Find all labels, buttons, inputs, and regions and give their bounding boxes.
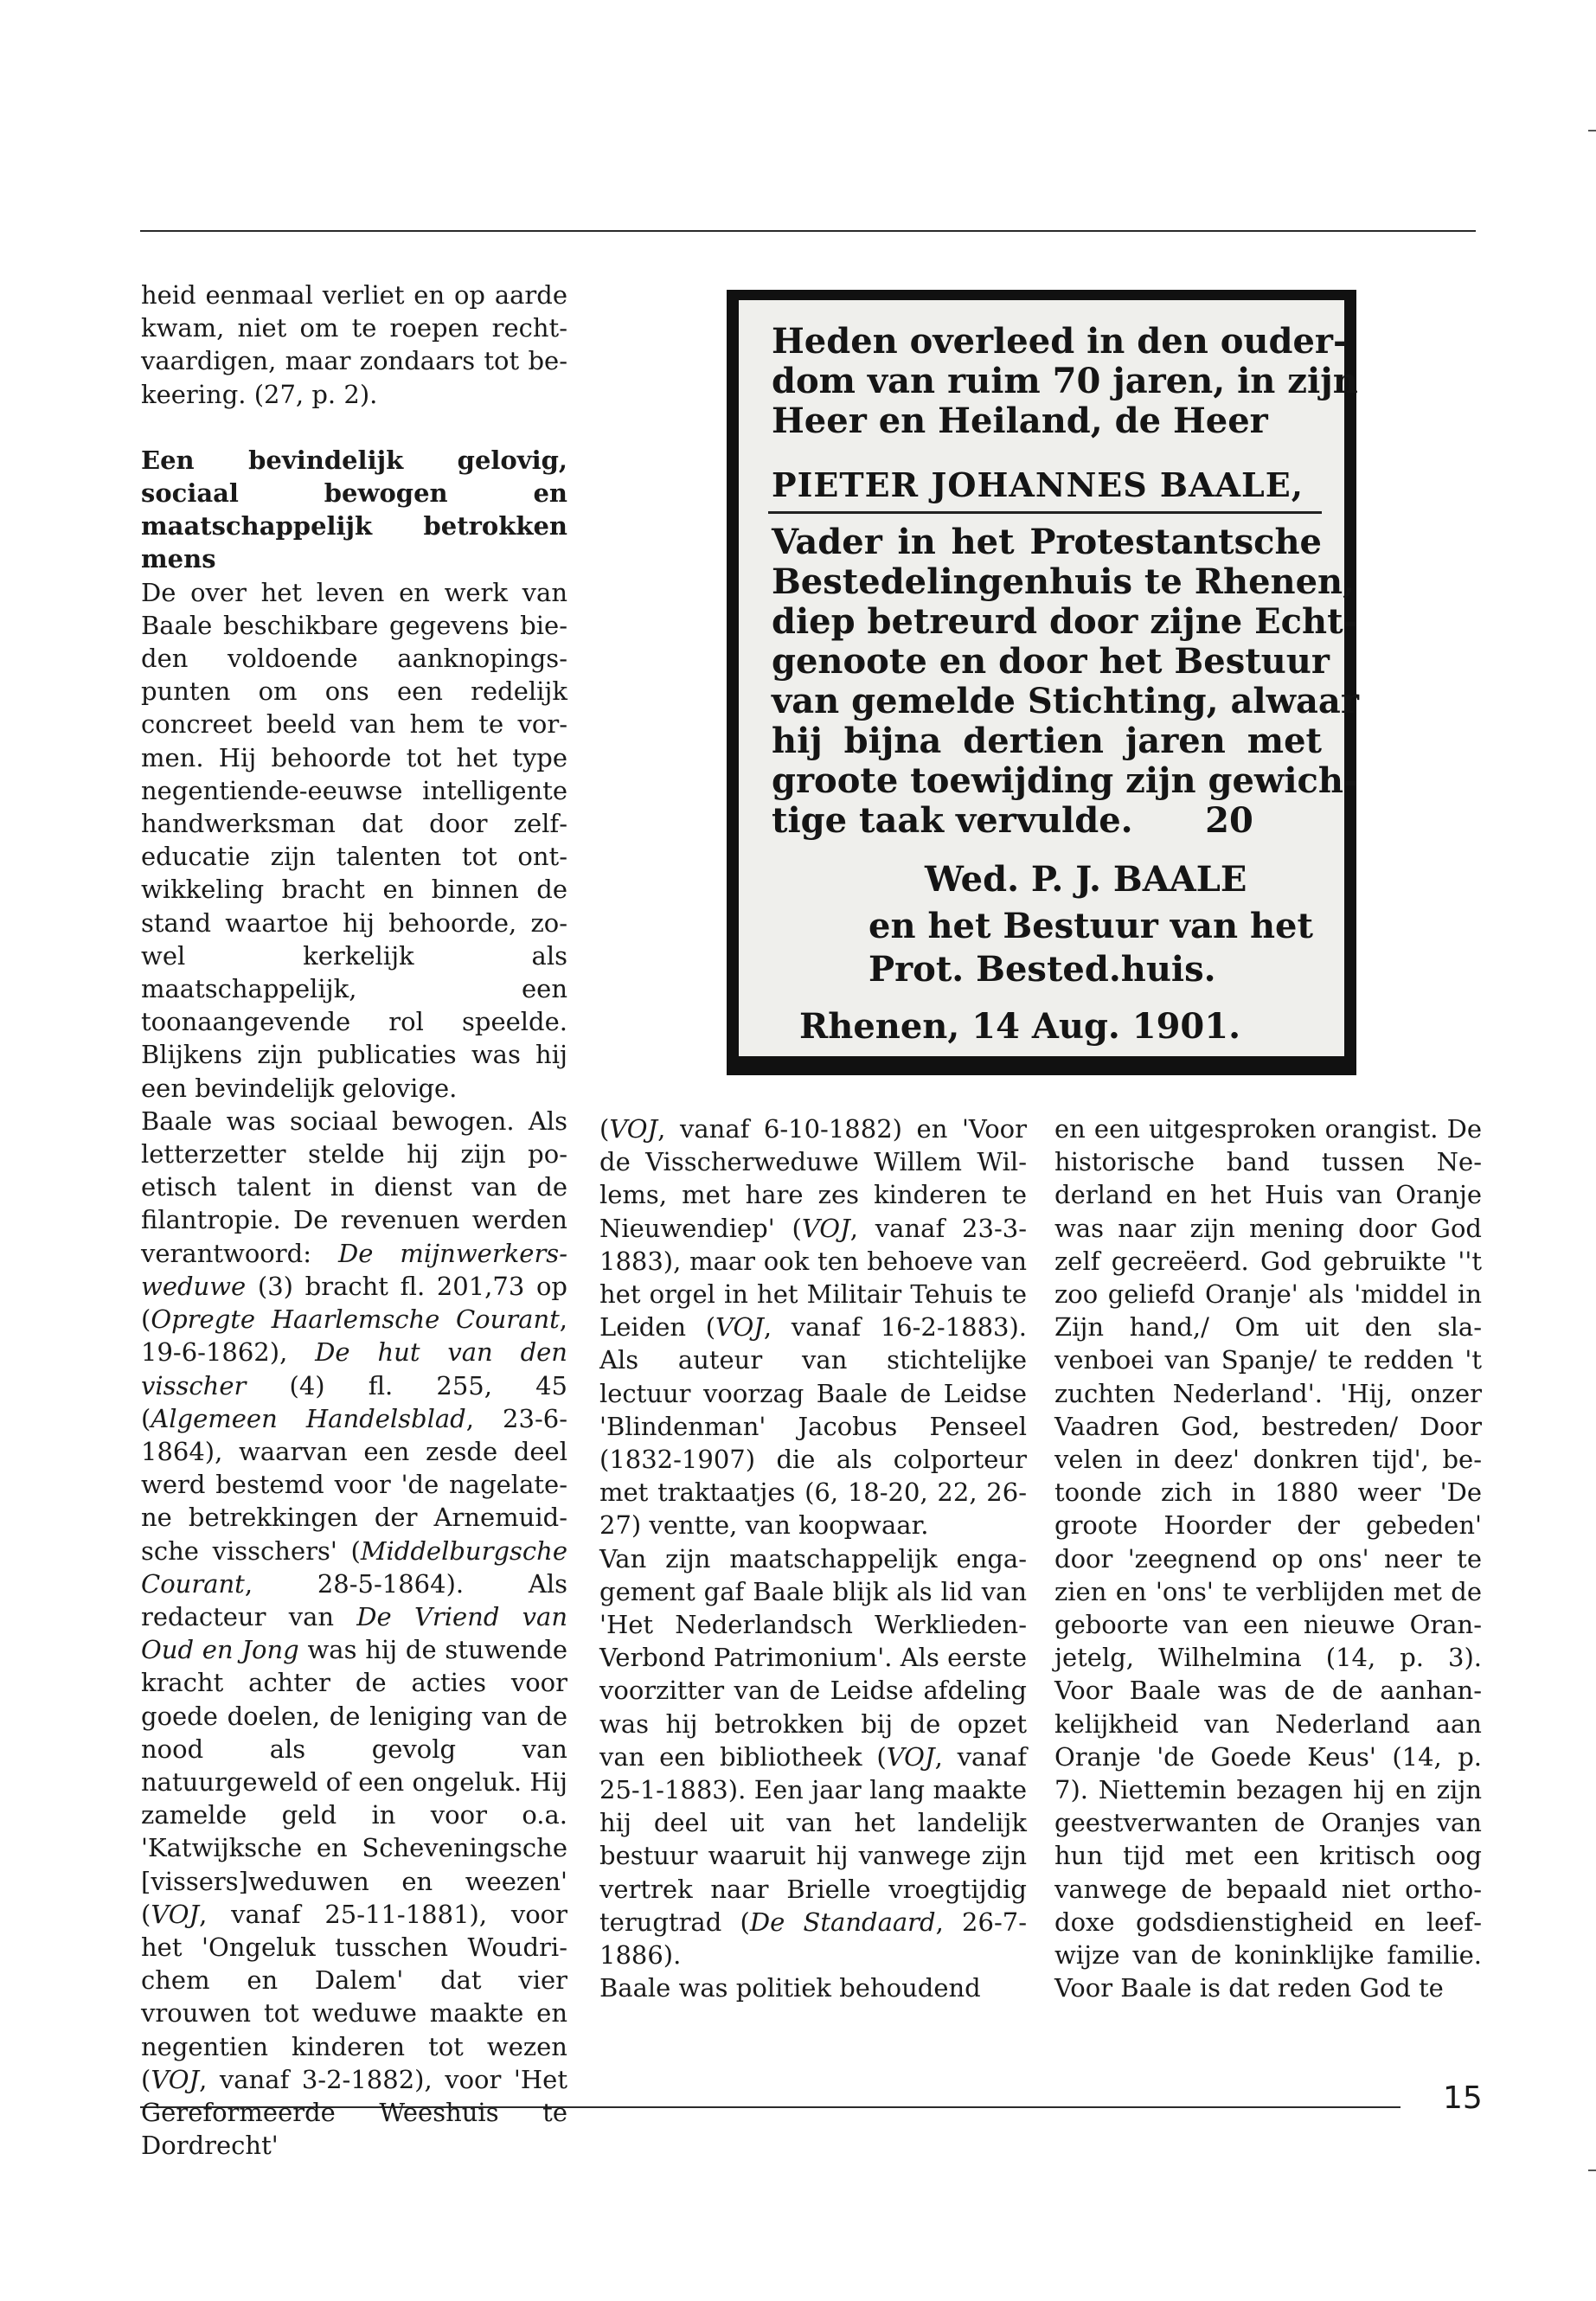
- notice-line: genoote en door het Bestuur: [772, 641, 1330, 682]
- column-3: [1054, 1112, 1482, 2004]
- notice-signature: Wed. P. J. BAALE: [925, 859, 1247, 900]
- intro-paragraph: heid eenmaal verliet en op aarde kwam, niet om te roepen rechtvaardigen, maar zondaars tot bekeering. (27, p. 2).: [141, 280, 567, 409]
- death-notice-clipping: [727, 290, 1359, 1075]
- notice-line: van gemelde Stichting, alwaar: [772, 681, 1359, 721]
- notice-line: hij bijna dertien jaren met: [772, 721, 1322, 761]
- notice-name: PIETER JOHANNES BAALE,: [772, 465, 1304, 504]
- paragraph: Baale was politiek behoudend: [599, 1973, 981, 2003]
- column-1: [141, 279, 567, 2162]
- paragraph: (VOJ, vanaf 6-10-1882) en 'Voor de Visscherweduwe Willem Willems, met hare zes kinderen te Nieuwendiep' (VOJ, vanaf 23-3-1883), maar ook ten behoeve van het orgel in het Militair Tehuis te Leiden (VOJ, vanaf 16-2-1883). Als auteur van stichtelijke lectuur voorzag Baale de Leidse 'Blindenman' Jacobus Penseel (1832-1907) die als colporteur met traktaatjes (6, 18-20, 22, 26-27) ventte, van koopwaar.: [599, 1114, 1028, 1541]
- paragraph: De over het leven en werk van Baale beschikbare gegevens bieden voldoende aanknopingspunten om ons een redelijk concreet beeld van hem te vormen. Hij behoorde tot het type negentiende-eeuwse intelligente handwerksman dat door zelfeducatie zijn talenten tot ontwikkeling bracht en binnen de stand waartoe hij behoorde, zowel kerkelijk als maatschappelijk, een toonaangevende rol speelde. Blijkens zijn publicaties was hij een bevindelijk gelovige.: [141, 577, 567, 1103]
- header-rule: [140, 230, 1476, 232]
- notice-divider: [768, 511, 1322, 514]
- notice-line: Heden overleed in den ouder-: [772, 321, 1348, 362]
- notice-line: tige taak vervulde. 20: [772, 800, 1253, 841]
- section-heading: Een bevindelijk gelovig, sociaal bewogen en maatschappelijk betrokken mens: [141, 445, 567, 574]
- notice-line: Vader in het Protestantsche: [772, 522, 1322, 562]
- paragraph: en een uitgesproken orangist. De historische band tussen Nederland en het Huis van Oranje was naar zijn mening door God zelf gecreëerd. God gebruikte ''t zoo geliefd Oranje' als 'middel in Zijn hand,/ Om uit den slavenboei van Spanje/ te redden 't zuchten Nederland'. 'Hij, onzer Vaadren God, bestreden/ Door velen in deez' donkren tijd', betoonde zich in 1880 weer 'De groote Hoorder der gebeden' door 'zeegnend op ons' neer te zien en 'ons' te verblijden met de geboorte van een nieuwe Oranjetelg, Wilhelmina (14, p. 3). Voor Baale was de de aanhankelijkheid van Nederland aan Oranje 'de Goede Keus' (14, p. 7). Niettemin bezagen hij en zijn geestverwanten de Oranjes van hun tijd met een kritisch oog vanwege de bepaald niet orthodoxe godsdienstigheid en leefwijze van de koninklijke familie. Voor Baale is dat reden God te: [1054, 1114, 1482, 2003]
- notice-line: Heer en Heiland, de Heer: [772, 401, 1268, 441]
- notice-signature: en het Bestuur van het: [869, 906, 1313, 946]
- page-number: 15: [1443, 2080, 1483, 2116]
- notice-line: diep betreurd door zijne Echt-: [772, 601, 1358, 642]
- notice-line: groote toewijding zijn gewich-: [772, 760, 1358, 801]
- crop-mark: [1588, 2170, 1596, 2171]
- notice-signature: Prot. Bested.huis.: [869, 949, 1216, 990]
- paragraph: Baale was sociaal bewogen. Als letterzetter stelde hij zijn poetisch talent in dienst van de filantropie. De revenuen werden verantwoord: De mijnwerkersweduwe (3) bracht fl. 201,73 op (Opregte Haarlemsche Courant, 19-6-1862), De hut van den visscher (4) fl. 255, 45 (Algemeen Handelsblad, 23-6-1864), waarvan een zesde deel werd bestemd voor 'de nagelatene betrekkingen der Arnemuidsche visschers' (Middelburgsche Courant, 28-5-1864). Als redacteur van De Vriend van Oud en Jong was hij de stuwende kracht achter de acties voor goede doelen, de leniging van de nood als gevolg van natuurgeweld of een ongeluk. Hij zamelde geld in voor o.a. 'Katwijksche en Scheveningsche [vissers]weduwen en weezen' (VOJ, vanaf 25-11-1881), voor het 'Ongeluk tusschen Woudrichem en Dalem' dat vier vrouwen tot weduwe maakte en negentien kinderen tot wezen (VOJ, vanaf 3-2-1882), voor 'Het Gereformeerde Weeshuis te Dordrecht': [141, 1106, 568, 2161]
- notice-line: Bestedelingenhuis te Rhenen,: [772, 561, 1356, 602]
- column-2: [599, 1112, 1027, 2004]
- paragraph: Van zijn maatschappelijk engagement gaf Baale blijk als lid van 'Het Nederlandsch Werklieden-Verbond Patrimonium'. Als eerste voorzitter van de Leidse afdeling was hij betrokken bij de opzet van een bibliotheek (VOJ, vanaf 25-1-1883). Een jaar lang maakte hij deel uit van het landelijk bestuur waaruit hij vanwege zijn vertrek naar Brielle vroegtijdig terugtrad (De Standaard, 26-7-1886).: [599, 1543, 1027, 1971]
- crop-mark: [1588, 130, 1596, 131]
- notice-line: dom van ruim 70 jaren, in zijn: [772, 361, 1358, 401]
- death-notice-text: [739, 300, 1359, 1056]
- notice-place-date: Rhenen, 14 Aug. 1901.: [799, 1006, 1241, 1047]
